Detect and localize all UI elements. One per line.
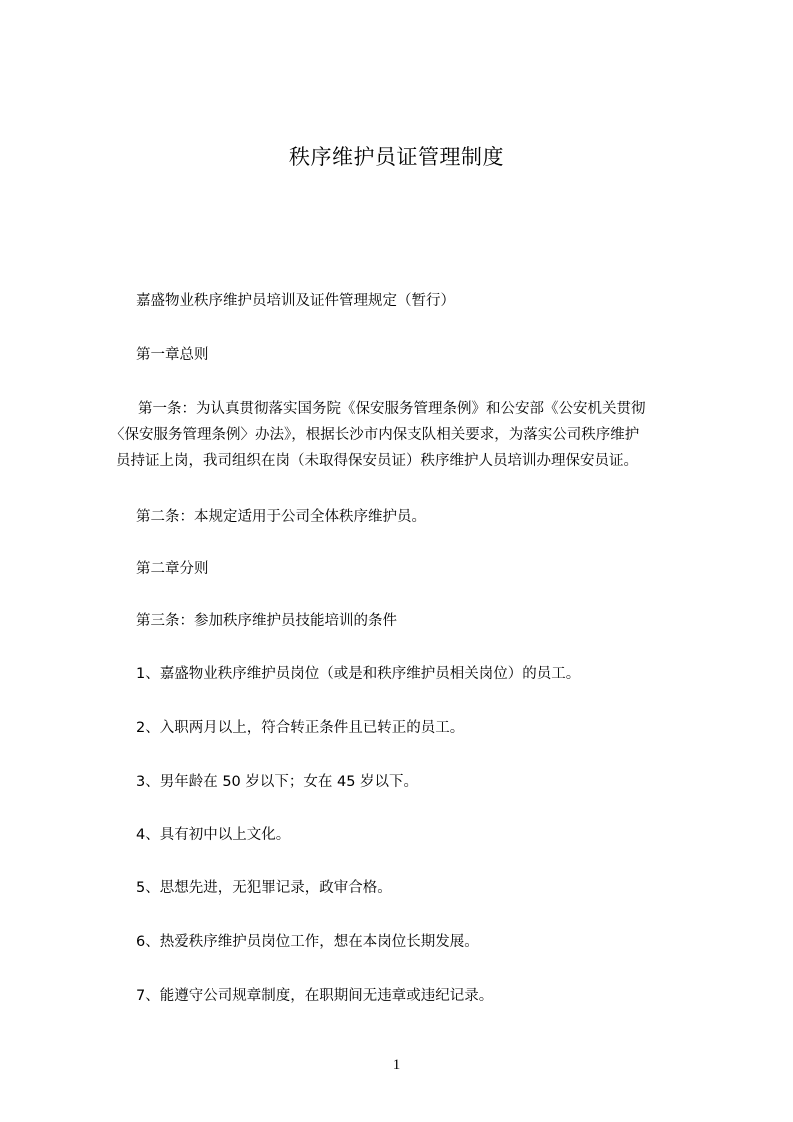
- condition-item: 3、男年龄在 50 岁以下；女在 45 岁以下。: [136, 774, 419, 790]
- article-one-line-2: 〈保安服务管理条例〉办法》，根据长沙市内保支队相关要求，为落实公司秩序维护: [110, 427, 640, 443]
- condition-item: 6、热爱秩序维护员岗位工作，想在本岗位长期发展。: [136, 934, 479, 950]
- chapter-two-heading: 第二章分则: [136, 561, 209, 577]
- article-two-paragraph: 第二条：本规定适用于公司全体秩序维护员。: [136, 509, 426, 525]
- subtitle-paragraph: 嘉盛物业秩序维护员培训及证件管理规定（暂行）: [136, 293, 455, 309]
- document-title: 秩序维护员证管理制度: [289, 145, 504, 169]
- condition-item: 7、能遵守公司规章制度，在职期间无违章或违纪记录。: [136, 988, 494, 1004]
- article-one-line-1: 第一条：为认真贯彻落实国务院《保安服务管理条例》和公安部《公安机关贯彻: [138, 401, 646, 417]
- condition-item: 1、嘉盛物业秩序维护员岗位（或是和秩序维护员相关岗位）的员工。: [136, 666, 581, 682]
- page-number: 1: [392, 1057, 401, 1073]
- article-three-paragraph: 第三条：参加秩序维护员技能培训的条件: [136, 613, 397, 629]
- condition-item: 4、具有初中以上文化。: [136, 827, 291, 843]
- chapter-one-heading: 第一章总则: [136, 347, 209, 363]
- article-one-paragraph: [110, 396, 681, 474]
- article-one-line-3: 员持证上岗，我司组织在岗（未取得保安员证）秩序维护人员培训办理保安员证。: [116, 453, 638, 469]
- condition-item: 5、思想先进，无犯罪记录，政审合格。: [136, 880, 392, 896]
- condition-item: 2、入职两月以上，符合转正条件且已转正的员工。: [136, 720, 465, 736]
